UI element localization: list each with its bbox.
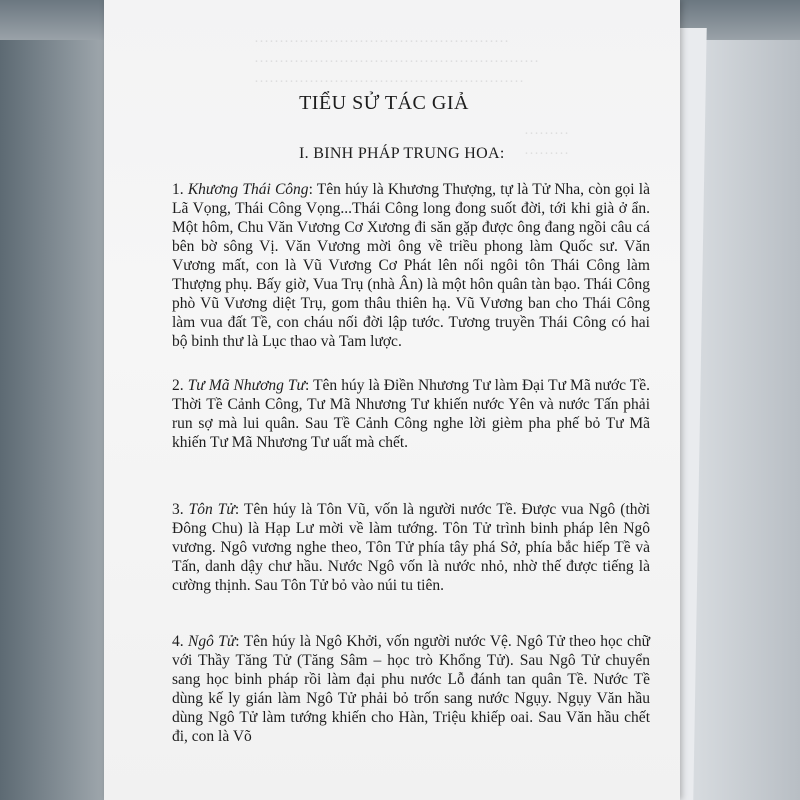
book-page	[104, 0, 680, 800]
item-number: 2.	[172, 377, 184, 394]
bleed-through-text: ……………………………………………	[254, 30, 509, 46]
page-title: TIỂU SỬ TÁC GIẢ	[299, 92, 469, 114]
bleed-through-text: ………	[524, 142, 569, 158]
item-name: Tôn Tử	[188, 501, 235, 518]
item-text: : Tên húy là Khương Thượng, tự là Tử Nha, còn gọi là Lã Vọng, Thái Công Vọng...Thái Công long đong suốt đời, tới khi già ở ẩn. Một hôm, Chu Văn Vương Cơ Xương đi săn gặp được ông đang ngồi câu cá bên bờ sông Vị. Văn Vương mời ông về triều phong làm Quốc sư. Văn Vương mất, con là Vũ Vương Cơ Phát lên nối ngôi tôn Thái Công làm Thượng phụ. Bấy giờ, Vua Trụ (nhà Ân) là một hôn quân tàn bạo. Thái Công phò Vũ Vương diệt Trụ, gom thâu thiên hạ. Vũ Vương ban cho Thái Công làm vua đất Tề, con cháu nối đời lập tước. Tương truyền Thái Công có hai bộ binh thư là Lục thao và Tam lược.	[172, 181, 650, 350]
item-text: : Tên húy là Tôn Vũ, vốn là người nước Tề. Được vua Ngô (thời Đông Chu) là Hạp Lư mời về làm tướng. Tôn Tử trình binh pháp lên Ngô vương. Ngô vương nghe theo, Tôn Tử phía tây phá Sở, phía bắc hiếp Tề và Tấn, danh dậy chư hầu. Nước Ngô vốn là nước nhỏ, nhờ thế được tiếng là cường thịnh. Sau Tôn Tử bỏ vào núi tu tiên.	[172, 501, 651, 594]
list-item	[172, 376, 650, 452]
item-name: Ngô Tử	[188, 633, 236, 650]
item-name: Khương Thái Công	[187, 181, 309, 198]
bleed-through-text: ………………………………………………	[254, 70, 524, 86]
item-number: 3.	[172, 501, 184, 518]
item-number: 1.	[172, 181, 184, 198]
item-name: Tư Mã Nhương Tư	[187, 377, 305, 394]
list-item	[172, 632, 650, 746]
item-text: : Tên húy là Ngô Khởi, vốn người nước Vệ. Ngô Tử theo học chữ với Thầy Tăng Tử (Tăng Sâm – học trò Khổng Tử). Sau Ngô Tử chuyển sang học binh pháp rồi làm đại phu nước Lỗ đánh tan quân Tề. Nước Tề dùng kế ly gián làm Ngô Tử phải bỏ trốn sang nước Ngụy. Ngụy Văn hầu dùng Ngô Tử làm tướng khiến cho Hàn, Triệu khiếp oai. Sau Văn hầu chết đi, con là Võ	[172, 633, 650, 745]
bleed-through-text: …………………………………………………	[254, 50, 539, 66]
section-heading: I. BINH PHÁP TRUNG HOA:	[299, 145, 505, 162]
bleed-through-text: ………	[524, 122, 569, 138]
list-item	[172, 180, 650, 351]
list-item	[172, 500, 650, 595]
book-edge	[690, 40, 800, 800]
background-left	[0, 0, 120, 800]
item-text: : Tên húy là Điền Nhương Tư làm Đại Tư Mã nước Tề. Thời Tề Cảnh Công, Tư Mã Nhương Tư khiến nước Yên và nước Tấn phải run sợ mà lui quân. Sau Tề Cảnh Công nghe lời gièm pha phế bỏ Tư Mã khiến Tư Mã Nhương Tư uất mà chết.	[172, 377, 651, 451]
item-number: 4.	[172, 633, 184, 650]
